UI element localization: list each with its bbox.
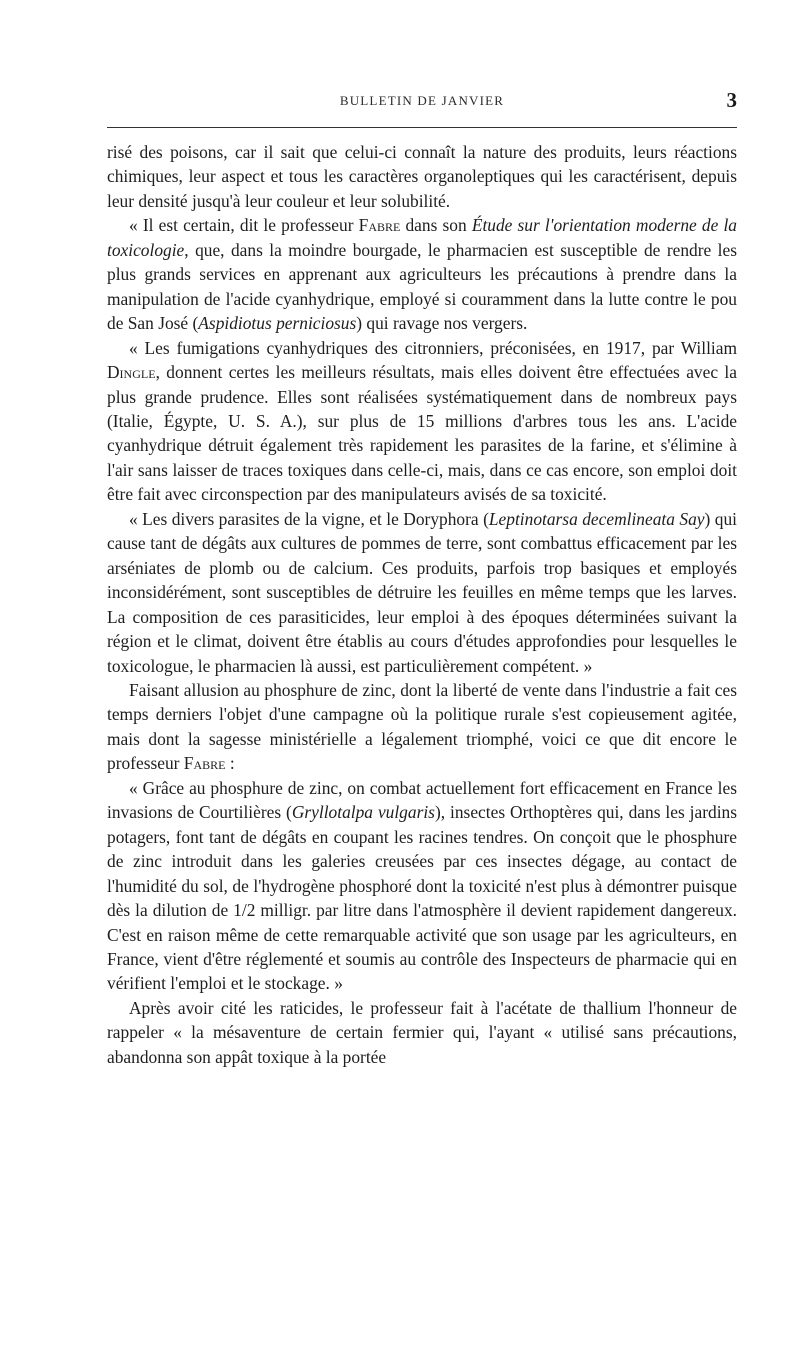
species-name: Gryllotalpa vulgaris — [291, 802, 435, 823]
text-run: ), insectes Orthoptères qui, dans les jardins potagers, font tant de dégâts en coupant les racines tendres. On conçoit que le phosphure de zinc introduit dans les galeries creusées par ces insectes dégage, au contact de l'humidité du sol, de l'hydrogène phosphoré dont la toxicité n'est plus à démontrer puisque dès la dilution de 1/2 milligr. par litre dans l'atmosphère il devient rapidement dangereux. C'est en raison même de cette remarquable activité que son usage par les agriculteurs, en France, vient d'être réglementé et soumis au contrôle des Inspecteurs de pharmacie qui en vérifient l'emploi et le stockage. » — [107, 802, 737, 994]
paragraph — [107, 507, 737, 678]
page-number: 3 — [726, 88, 737, 112]
text-run: risé des poisons, car il sait que celui-ci connaît la nature des produits, leurs réactions chimiques, leur aspect et tous les caractères organoleptiques qui les caractérisent, depuis leur densité jusqu'à leur couleur et leur solubilité. — [107, 142, 737, 211]
author-name: Fabre — [358, 215, 401, 236]
paragraph — [107, 213, 737, 335]
paragraph — [107, 776, 737, 996]
paragraph — [107, 678, 737, 776]
species-name: Aspidiotus perniciosus — [198, 313, 357, 334]
text-run: , donnent certes les meilleurs résultats, mais elles doivent être effectuées avec la plus grande prudence. Elles sont réalisées systématiquement dans de nombreux pays (Italie, Égypte, U. S. A.), sur plus de 15 millions d'arbres tous les ans. L'acide cyanhydrique détruit également très rapidement les parasites de la farine, et s'élimine à l'air sans laisser de traces toxiques dans celle-ci, mais, dans ce cas encore, son emploi doit être fait avec circonspection par des manipulateurs avisés de sa toxicité. — [107, 362, 737, 505]
text-run: , que, dans la moindre bourgade, le pharmacien est susceptible de rendre les plus grands services en apprenant aux agriculteurs les précautions à prendre dans la manipulation de l'acide cyanhydrique, employé si couramment dans la lutte contre le pou de San José ( — [107, 239, 737, 334]
author-name: Dingle — [107, 362, 156, 383]
body-text — [107, 140, 737, 1069]
paragraph — [107, 140, 737, 213]
paragraph — [107, 336, 737, 507]
species-name: Leptinotarsa decemlineata Say — [488, 508, 705, 529]
running-head: BULLETIN DE JANVIER — [339, 93, 505, 108]
text-run: Faisant allusion au phosphure de zinc, dont la liberté de vente dans l'industrie a fait ces temps derniers l'objet d'une campagne où la politique rurale s'est copieusement agitée, mais dont la sagesse ministérielle a légalement triomphé, voici ce que dit encore le professeur — [107, 679, 737, 774]
text-run: Après avoir cité les raticides, le professeur fait à l'acétate de thallium l'honneur de rappeler « la mésaventure de certain fermier qui, l'ayant « utilisé sans précautions, abandonna son appât toxique à la portée — [107, 997, 737, 1067]
paragraph — [107, 996, 737, 1069]
text-run: « Les divers parasites de la vigne, et le Doryphora ( — [129, 508, 489, 529]
text-run: « Grâce au phosphure de zinc, on combat actuellement fort efficacement en France les invasions de Courtilières ( — [107, 777, 737, 823]
text-run: « Les fumigations cyanhydriques des citronniers, préconisées, en 1917, par William — [129, 337, 737, 358]
text-run: « Il est certain, dit le professeur — [129, 215, 359, 236]
work-title: Étude sur l'orientation moderne de la toxicologie — [107, 215, 737, 260]
author-name: Fabre — [183, 753, 226, 774]
header-rule — [107, 127, 737, 128]
text-run: : — [225, 753, 235, 774]
text-run: ) qui ravage nos vergers. — [356, 313, 528, 334]
page-header — [107, 88, 737, 118]
text-run: dans son — [400, 215, 472, 236]
text-run: ) qui cause tant de dégâts aux cultures de pommes de terre, sont combattus efficacement par les arséniates de plomb ou de calcium. Ces produits, parfois trop basiques et employés inconsidérément, sont susceptibles de détruire les feuilles en même temps que les larves. La composition de ces parasiticides, leur emploi à des époques déterminées suivant la région et le climat, doivent être établis au cours d'études approfondies pour lesquelles le toxicologue, le pharmacien là aussi, est particulièrement compétent. » — [107, 508, 737, 676]
